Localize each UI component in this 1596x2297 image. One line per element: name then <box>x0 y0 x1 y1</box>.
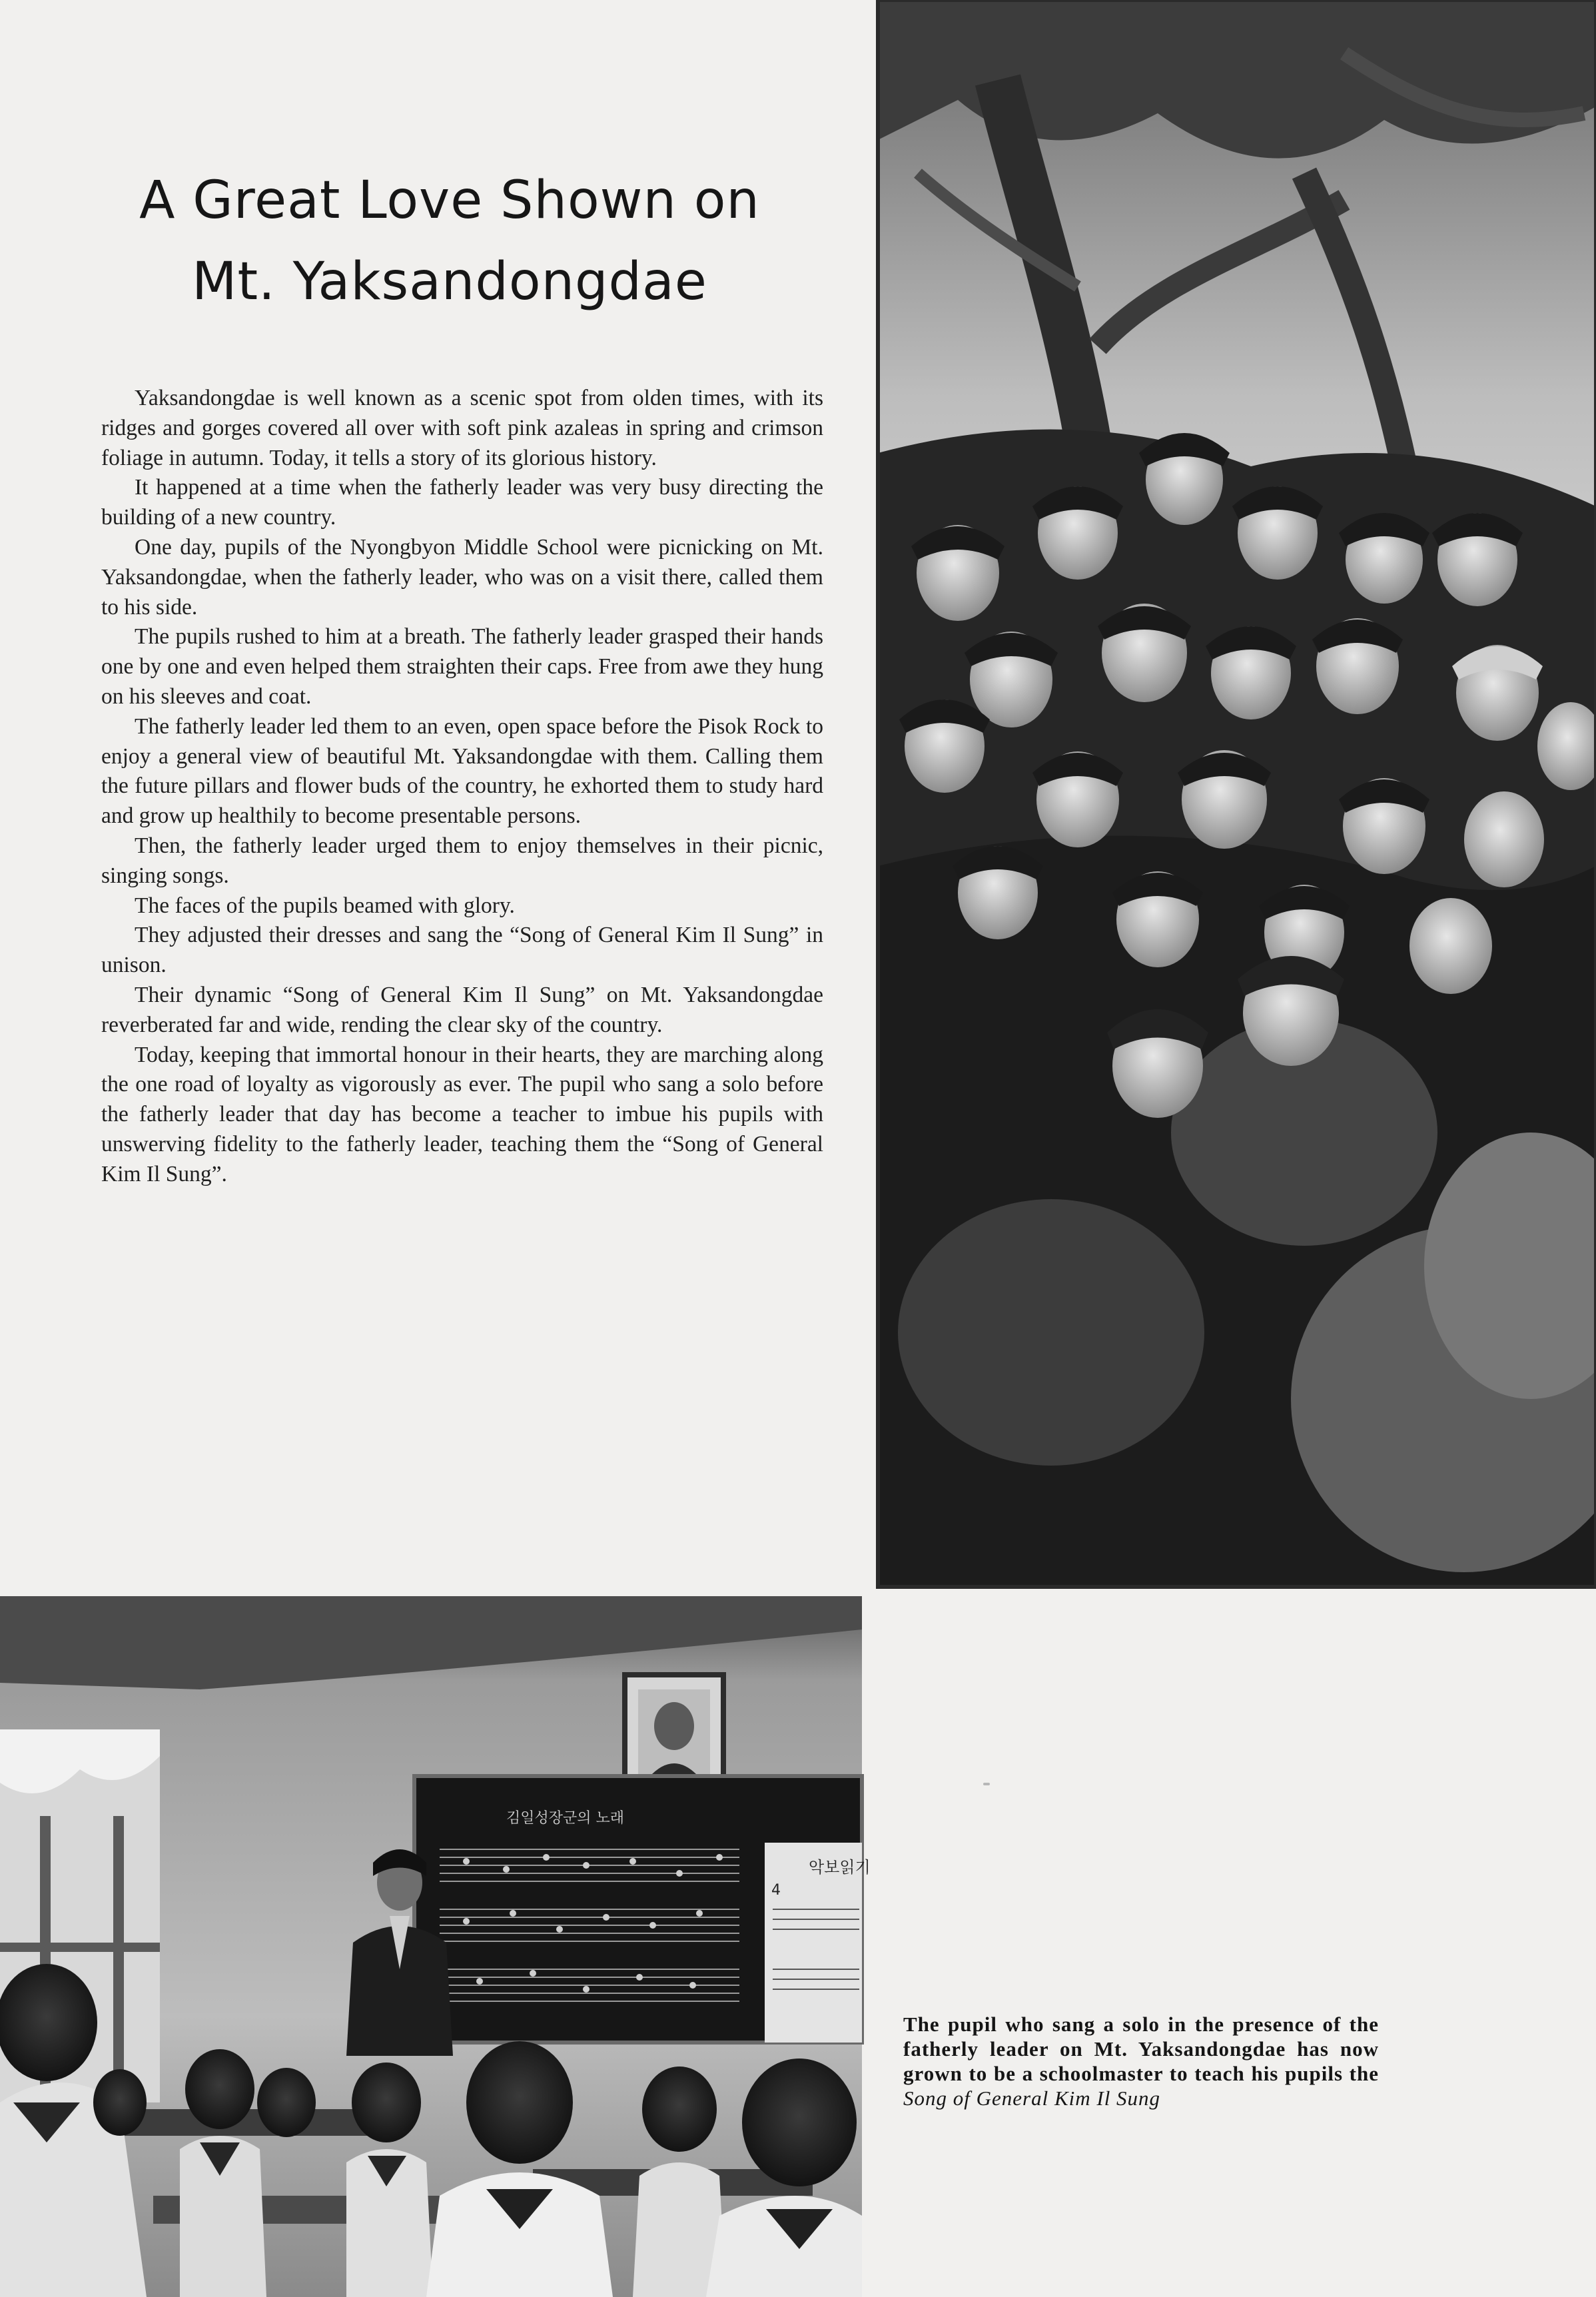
paragraph: The faces of the pupils beamed with glory. <box>135 893 515 918</box>
paragraph: They adjusted their dresses and sang the “Song of General Kim Il Sung” in unison. <box>101 923 823 978</box>
singing-pupils-image <box>878 0 1596 1587</box>
paragraph: It happened at a time when the fatherly leader was very busy directing the building of a new country. <box>101 475 823 530</box>
photo-classroom <box>0 1596 871 2297</box>
chart-label: 악보읽기 <box>809 1858 871 1877</box>
paragraph: One day, pupils of the Nyongbyon Middle School were picnicking on Mt. Yaksandongdae, when the fatherly leader, who was on a visit there, called them to his side. <box>101 534 823 620</box>
photo-caption <box>903 2012 1379 2110</box>
paragraph: Then, the fatherly leader urged them to enjoy themselves in their picnic, singing songs. <box>101 833 823 888</box>
caption-text: The pupil who sang a solo in the presence of the fatherly leader on Mt. Yaksandongdae has now grown to be a schoolmaster to teach his pupils the <box>903 2013 1379 2085</box>
photo-singing-pupils <box>878 0 1596 1587</box>
print-speck <box>983 1783 990 1785</box>
article-body <box>101 384 823 1190</box>
paragraph: The fatherly leader led them to an even, open space before the Pisok Rock to enjoy a general view of beautiful Mt. Yaksandongdae with them. Calling them the future pillars and flower buds of the country, he exhorted them to study hard and grow up healthily to become presentable persons. <box>101 713 823 829</box>
paragraph: The pupils rushed to him at a breath. The fatherly leader grasped their hands one by one and even helped them straighten their caps. Free from awe they hung on his sleeves and coat. <box>101 624 823 709</box>
paragraph: Their dynamic “Song of General Kim Il Sung” on Mt. Yaksandongdae reverberated far and wide, rending the clear sky of the country. <box>101 982 823 1037</box>
article-title <box>100 160 799 322</box>
blackboard-heading: 김일성장군의 노래 <box>506 1810 625 1827</box>
paragraph: Today, keeping that immortal honour in their hearts, they are marching along the one road of loyalty as vigorously as ever. The pupil who sang a solo before the fatherly leader that day has become a teacher to imbue his pupils with unswerving fidelity to the fatherly leader, teaching them the “Song of General Kim Il Sung”. <box>101 1042 823 1186</box>
chart-number: 4 <box>771 1882 781 1899</box>
title-line-2: Mt. Yaksandongdae <box>192 252 707 312</box>
paragraph: Yaksandongdae is well known as a scenic spot from olden times, with its ridges and gorges covered all over with soft pink azaleas in spring and crimson foliage in autumn. Today, it tells a story of its glorious history. <box>101 386 823 470</box>
title-line-1: A Great Love Shown on <box>139 171 760 230</box>
classroom-image <box>0 1596 871 2297</box>
caption-song-title: Song of General Kim Il Sung <box>903 2086 1161 2110</box>
